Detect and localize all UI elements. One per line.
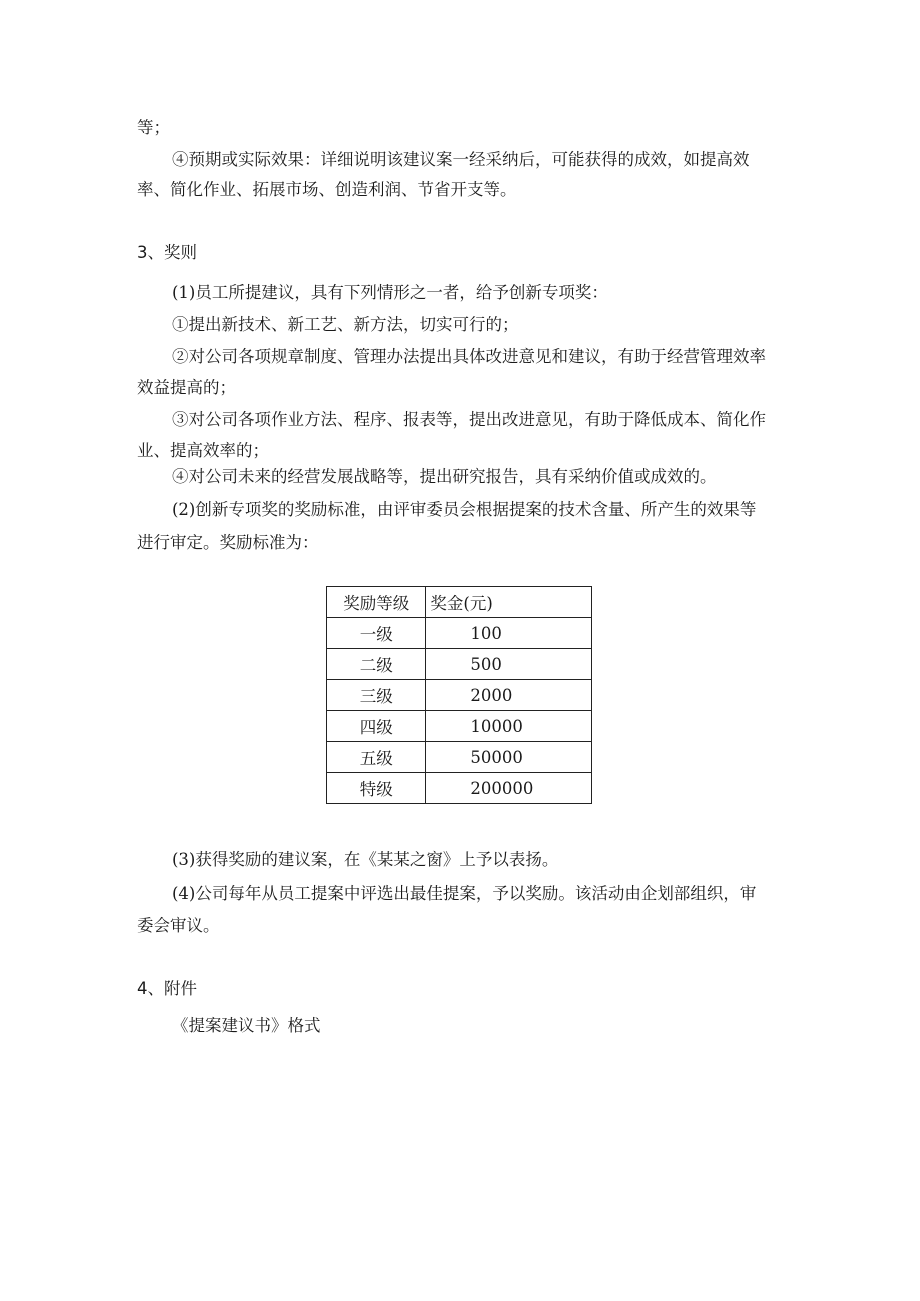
reward-table [326,586,592,804]
table-row [327,711,592,742]
cell-amount: 100 [426,618,592,649]
table-row [327,742,592,773]
header-level: 奖励等级 [327,587,426,618]
reward-table-container [326,586,592,804]
header-amount: 奖金(元) [426,587,592,618]
table-row [327,618,592,649]
paragraph-praise: (3)获得奖励的建议案，在《某某之窗》上予以表扬。 [172,850,559,869]
cell-amount: 500 [426,649,592,680]
paragraph-condition-3-line2: 业、提高效率的； [137,441,269,460]
paragraph-annual-best-line2: 委会审议。 [137,916,220,935]
cell-level: 二级 [327,649,426,680]
paragraph-reward-standard-line2: 进行审定。奖励标准为： [137,533,319,552]
paragraph-condition-4: ④对公司未来的经营发展战略等，提出研究报告，具有采纳价值或成效的。 [172,467,717,486]
cell-level: 特级 [327,773,426,804]
cell-amount: 50000 [426,742,592,773]
table-row [327,680,592,711]
paragraph-annual-best-line1: (4)公司每年从员工提案中评选出最佳提案，予以奖励。该活动由企划部组织，审 [172,884,757,903]
cell-level: 四级 [327,711,426,742]
table-header-row [327,587,592,618]
paragraph-attachment-format: 《提案建议书》格式 [172,1016,321,1035]
table-row [327,649,592,680]
table-row [327,773,592,804]
paragraph-reward-conditions: (1)员工所提建议，具有下列情形之一者，给予创新专项奖： [172,283,608,302]
cell-level: 五级 [327,742,426,773]
section-heading-attachment: 4、附件 [137,979,197,998]
paragraph-condition-1: ①提出新技术、新工艺、新方法，切实可行的； [172,315,519,334]
section-heading-rewards: 3、奖则 [137,243,197,262]
cell-level: 三级 [327,680,426,711]
paragraph-expected-effect-line1: ④预期或实际效果：详细说明该建议案一经采纳后，可能获得的成效，如提高效 [172,150,750,169]
paragraph-continuation: 等； [137,118,170,137]
paragraph-condition-3-line1: ③对公司各项作业方法、程序、报表等，提出改进意见，有助于降低成本、简化作 [172,410,766,429]
paragraph-expected-effect-line2: 率、简化作业、拓展市场、创造利润、节省开支等。 [137,180,517,199]
cell-level: 一级 [327,618,426,649]
paragraph-condition-2-line2: 效益提高的； [137,378,236,397]
paragraph-reward-standard-line1: (2)创新专项奖的奖励标准，由评审委员会根据提案的技术含量、所产生的效果等 [172,500,757,519]
cell-amount: 200000 [426,773,592,804]
cell-amount: 10000 [426,711,592,742]
paragraph-condition-2-line1: ②对公司各项规章制度、管理办法提出具体改进意见和建议，有助于经营管理效率 [172,347,766,366]
cell-amount: 2000 [426,680,592,711]
